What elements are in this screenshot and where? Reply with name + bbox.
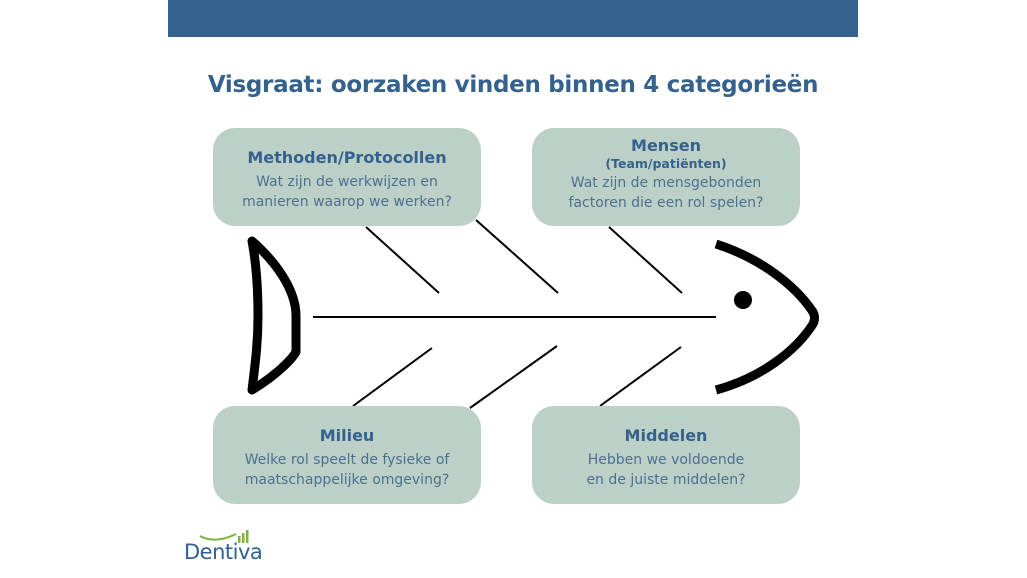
bone-lower-3 [600, 347, 681, 406]
question-line-2: en de juiste middelen? [586, 472, 746, 488]
bone-lower-2 [470, 346, 557, 408]
question-line-2: maatschappelijke omgeving? [244, 472, 450, 488]
category-subheading: (Team/patiënten) [605, 156, 727, 171]
dentiva-logo [184, 528, 284, 568]
diagram-title: Visgraat: oorzaken vinden binnen 4 categorieën [207, 72, 819, 98]
bone-upper-3 [609, 227, 682, 293]
category-heading: Mensen [631, 136, 701, 155]
category-question [213, 450, 481, 490]
category-question [532, 173, 800, 213]
fish-tail-icon [252, 241, 296, 390]
question-line-1: Hebben we voldoende [587, 452, 745, 468]
bone-upper-2 [476, 220, 558, 293]
question-line-1: Welke rol speelt de fysieke of [244, 452, 450, 468]
question-line-1: Wat zijn de mensgebonden [570, 175, 762, 191]
category-box-milieu [213, 406, 481, 504]
fish-head-icon [716, 244, 815, 390]
category-question [532, 450, 800, 490]
category-box-middelen [532, 406, 800, 504]
fish-eye-icon [734, 291, 752, 309]
category-heading: Methoden/Protocollen [247, 148, 447, 167]
category-heading: Milieu [319, 426, 375, 445]
logo-text: Dentiva [184, 540, 263, 564]
category-box-methoden [213, 128, 481, 226]
question-line-2: manieren waarop we werken? [242, 194, 452, 210]
category-heading: Middelen [624, 426, 708, 445]
category-box-mensen [532, 128, 800, 226]
category-question [213, 172, 481, 212]
bone-upper-1 [366, 227, 439, 293]
question-line-2: factoren die een rol spelen? [568, 195, 764, 211]
question-line-1: Wat zijn de werkwijzen en [256, 174, 438, 190]
bone-lower-1 [353, 348, 432, 406]
